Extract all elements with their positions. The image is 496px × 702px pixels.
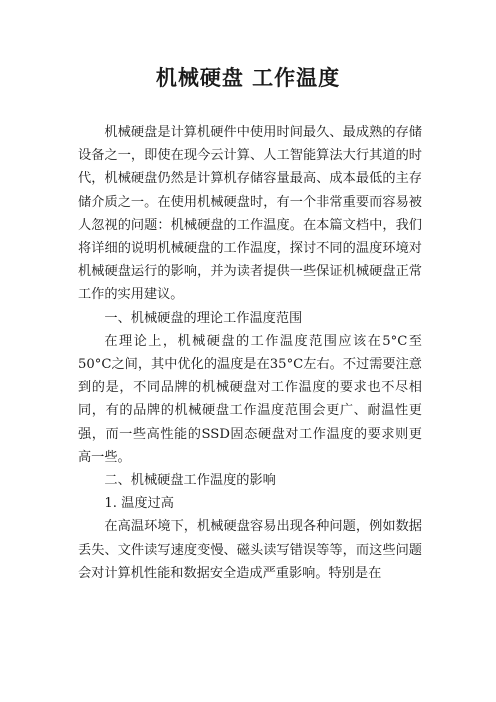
document-body — [78, 121, 422, 585]
section-heading-1: 一、机械硬盘的理论工作温度范围 — [104, 310, 303, 326]
intro-paragraph: 机械硬盘是计算机硬件中使用时间最久、最成熟的存储设备之一，即使在现今云计算、人工智能算法大行其道的时代，机械硬盘仍然是计算机存储容量最高、成本最低的主存储介质之一。在使用机械硬盘时，有一个非常重要而容易被人忽视的问题：机械硬盘的工作温度。在本篇文档中，我们将详细的说明机械硬盘的工作温度，探讨不同的温度环境对机械硬盘运行的影响，并为读者提供一些保证机械硬盘正常工作的实用建议。 — [78, 125, 422, 303]
subheading-high-temp: 1. 温度过高 — [104, 496, 174, 512]
document-title: 机械硬盘 工作温度 — [155, 66, 341, 90]
section-heading-2: 二、机械硬盘工作温度的影响 — [104, 473, 276, 489]
high-temp-paragraph: 在高温环境下，机械硬盘容易出现各种问题，例如数据丢失、文件读写速度变慢、磁头读写错误等等，而这些问题会对计算机性能和数据安全造成严重影响。特别是在 — [78, 519, 422, 581]
temperature-range-paragraph: 在理论上，机械硬盘的工作温度范围应该在5°C至50°C之间，其中优化的温度是在35°C左右。不过需要注意到的是，不同品牌的机械硬盘对工作温度的要求也不尽相同，有的品牌的机械硬盘工作温度范围会更广、耐温性更强，而一些高性能的SSD固态硬盘对工作温度的要求则更高一些。 — [78, 333, 422, 465]
